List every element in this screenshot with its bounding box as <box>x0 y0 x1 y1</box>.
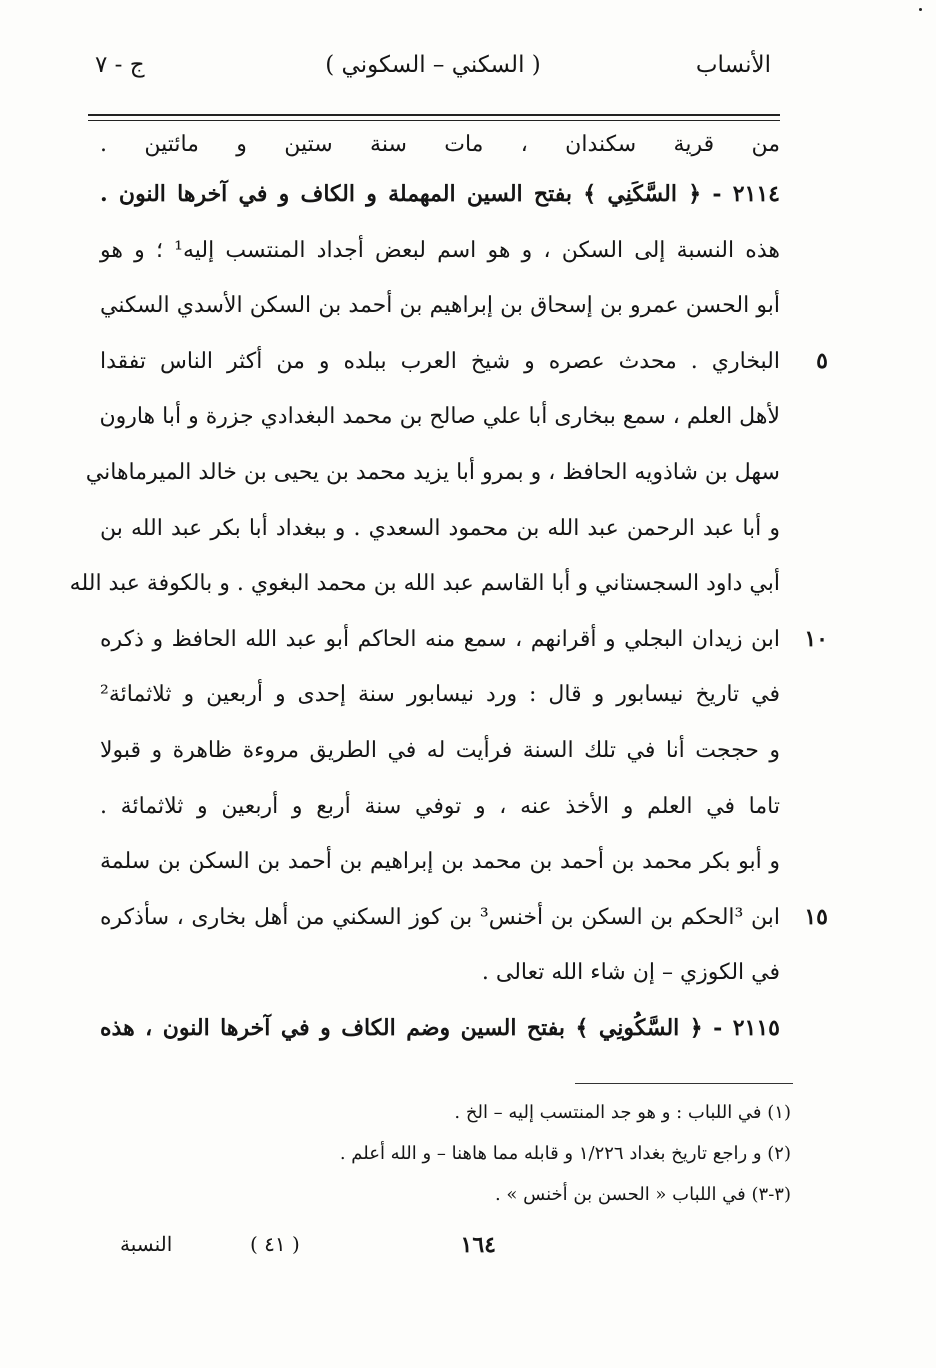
book-title: الأنساب <box>695 52 771 78</box>
text-line: أبو الحسن عمرو بن إسحاق بن إبراهيم بن أحمد بن السكن الأسدي السكني <box>100 293 780 319</box>
line-number: ١٠ <box>804 625 828 652</box>
text-line: ٢١١٥ - ﴿ السَّكُونِي ﴾ بفتح السين وضم الكاف و في آخرها النون ، هذه <box>100 1014 780 1041</box>
line-number: ٥ <box>816 347 828 374</box>
footnote-rule <box>575 1083 793 1084</box>
volume-label: ج - ٧ <box>95 52 145 78</box>
page-footer <box>120 1232 496 1264</box>
text-line: ابن ³الحكم بن السكن بن أخنس³ بن كوز السكني من أهل بخارى ، سأذكره ١٥ <box>100 890 780 946</box>
text-line: و أبا عبد الرحمن عبد الله بن محمود السعدي . و ببغداد أبا بكر عبد الله بن <box>100 515 780 541</box>
header-rule <box>88 114 780 116</box>
text-line: لأهل العلم ، سمع ببخارى أبا علي صالح بن محمد البغدادي جزرة و أبا هارون <box>99 404 780 430</box>
signature-mark: ( ٤١ ) <box>250 1232 300 1256</box>
page-number: ١٦٤ <box>460 1232 496 1258</box>
footnote: (١) في اللباب : و هو جد المنتسب إليه – الخ . <box>454 1102 791 1123</box>
text-line: في تاريخ نيسابور و قال : ورد نيسابور سنة إحدى و أربعين و ثلاثمائة² <box>100 682 780 708</box>
text-line: و حججت أنا في تلك السنة فرأيت له في الطريق مروءة ظاهرة و قبولا <box>100 737 780 763</box>
text-line: من قرية سكندان ، مات سنة ستين و مائتين . <box>100 132 780 157</box>
running-header <box>95 52 771 92</box>
catchword: النسبة <box>120 1232 173 1256</box>
main-text <box>69 122 828 1057</box>
text-line: البخاري . محدث عصره و شيخ العرب ببلده و من أكثر الناس تفقدا ٥ <box>100 334 780 390</box>
text-line: ٢١١٤ - ﴿ السَّكَنِي ﴾ بفتح السين المهملة و الكاف و في آخرها النون . <box>100 181 780 207</box>
text-line: تاما في العلم و الأخذ عنه ، و توفي سنة أربع و أربعين و ثلاثمائة . <box>100 793 780 819</box>
section-title: ( السكني – السكوني ) <box>325 52 541 78</box>
text-line: ابن زيدان البجلي و أقرانهم ، سمع منه الحاكم أبو عبد الله الحافظ و ذكره ١٠ <box>100 612 780 668</box>
text-line: أبي داود السجستاني و أبا القاسم عبد الله بن محمد البغوي . و بالكوفة عبد الله <box>69 571 780 597</box>
text-line: هذه النسبة إلى السكن ، و هو اسم لبعض أجداد المنتسب إليه¹ ؛ و هو <box>100 237 780 263</box>
corner-mark <box>919 8 922 11</box>
text-line: في الكوزي – إن شاء الله تعالى . <box>481 960 780 986</box>
header-rule-thin <box>88 120 780 121</box>
footnote: (٢) و راجع تاريخ بغداد ١/٢٢٦ و قابله مما هاهنا – و الله أعلم . <box>339 1143 791 1164</box>
line-number: ١٥ <box>804 903 828 930</box>
footnotes <box>200 1092 791 1215</box>
text-line: و أبو بكر محمد بن أحمد بن محمد بن إبراهيم بن أحمد بن السكن بن سلمة <box>100 849 780 875</box>
text-line: سهل بن شاذويه الحافظ ، و بمرو أبا يزيد محمد بن يحيى بن خالد الميرماهاني <box>85 459 780 485</box>
footnote: (٣-٣) في اللباب « الحسن بن أخنس » . <box>494 1184 791 1205</box>
